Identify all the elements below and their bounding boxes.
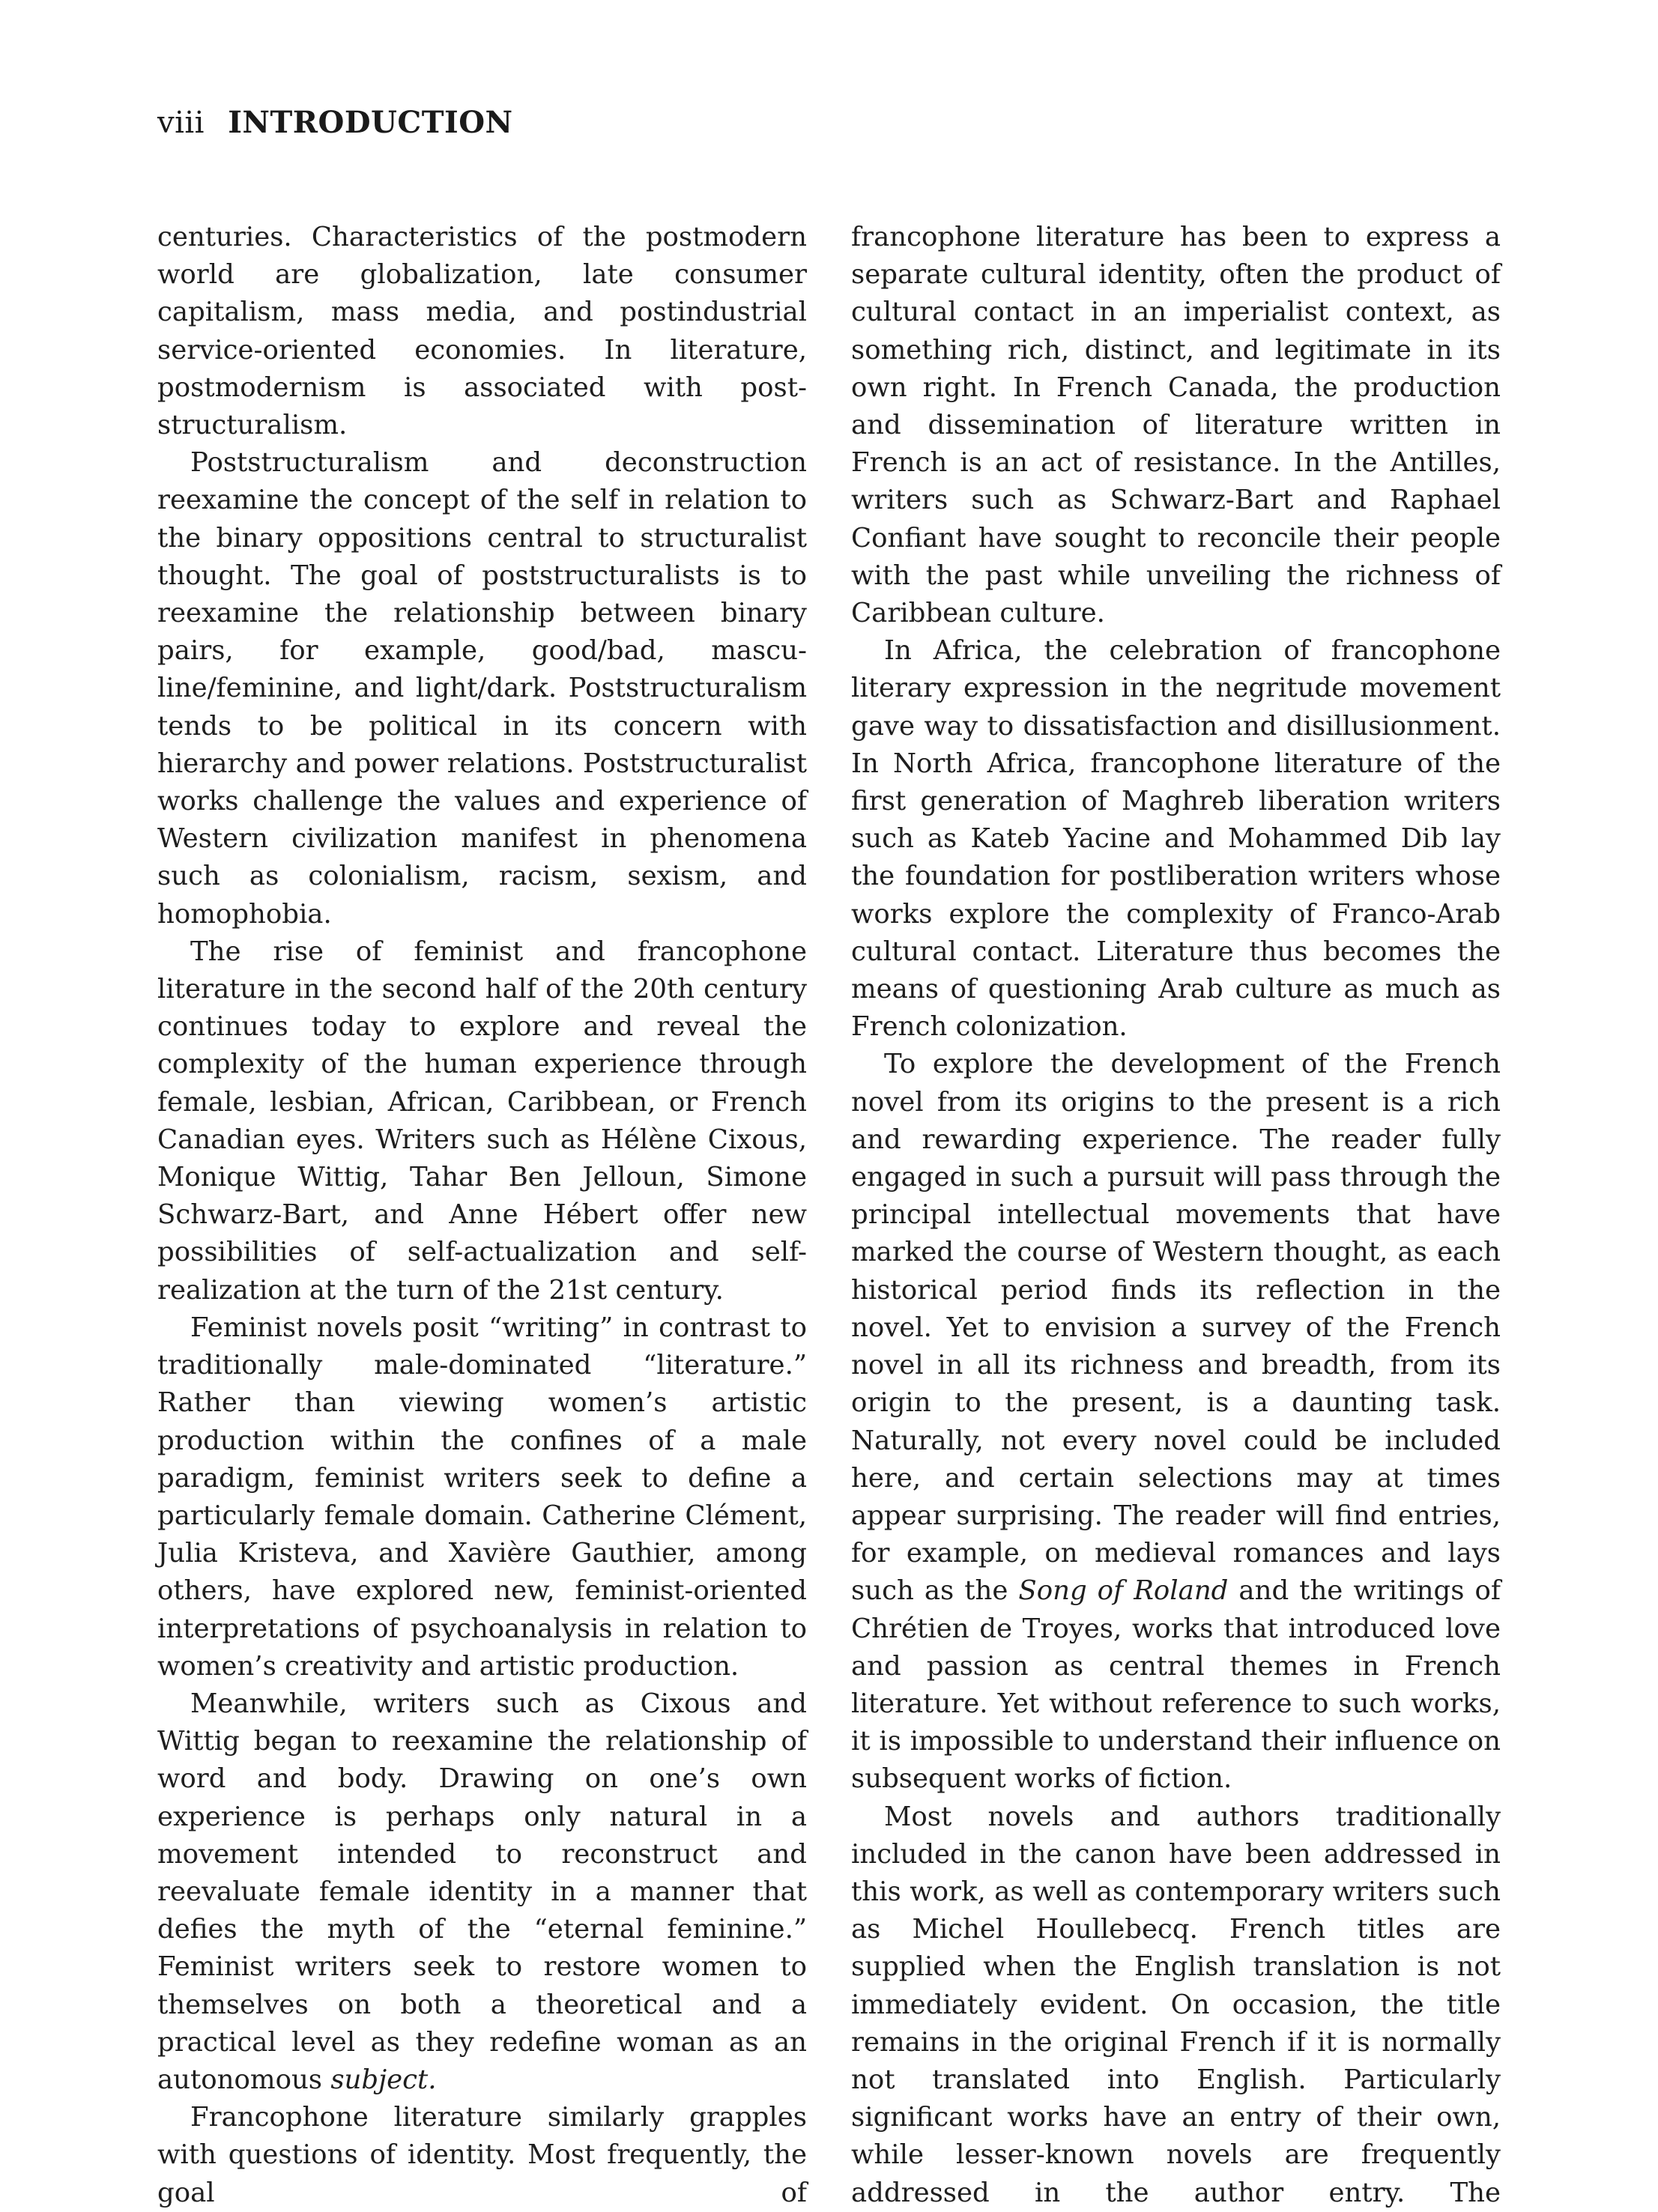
- paragraph: The rise of feminist and francophone literature in the second half of the 20th century continues today to explore and reveal the complexity of the human experience through female, lesbian, African, Caribbean, or French Canadian eyes. Writers such as Hélène Cixous, Monique Wittig, Tahar Ben Jelloun, Simone Schwarz-Bart, and Anne Hébert offer new possibilities of self-actualization and self-realization at the turn of the 21st century.: [157, 936, 807, 1306]
- paragraph: Feminist novels posit “writing” in contrast to traditionally male-dominated “literature.” Rather than viewing women’s artistic production within the confines of a male paradigm, feminist writers seek to define a particularly female domain. Catherine Clément, Julia Kristeva, and Xavière Gauthier, among others, have explored new, feminist-oriented interpretations of psychoanalysis in relation to women’s creativity and artistic production.: [157, 1312, 807, 1682]
- paragraph: centuries. Characteristics of the postmodern world are globalization, late consumer capitalism, mass media, and postindustrial service-oriented economies. In literature, postmodernism is associated with poststructuralism.: [157, 222, 807, 441]
- right-column: [851, 219, 1501, 2212]
- left-column: [157, 219, 807, 2212]
- page-number: viii: [157, 106, 205, 140]
- running-head: [157, 105, 513, 140]
- paragraph: [851, 1046, 1501, 1798]
- paragraph: Poststructuralism and deconstruction reexamine the concept of the self in relation to the binary oppositions central to structuralist thought. The goal of poststructuralists is to reexamine the relationship between binary pairs, for example, good/bad, masculine/feminine, and light/dark. Poststructuralism tends to be political in its concern with hierarchy and power relations. Poststructuralist works challenge the values and experience of Western civilization manifest in phenomena such as colonialism, racism, sexism, and homophobia.: [157, 447, 807, 930]
- paragraph: francophone literature has been to express a separate cultural identity, often the product of cultural contact in an imperialist context, as something rich, distinct, and legitimate in its own right. In French Canada, the production and dissemination of literature written in French is an act of resistance. In the Antilles, writers such as Schwarz-Bart and Raphael Confiant have sought to reconcile their people with the past while unveiling the richness of Caribbean culture.: [851, 222, 1501, 629]
- paragraph: In Africa, the celebration of francophone literary expression in the negritude movement gave way to dissatisfaction and disillusionment. In North Africa, francophone literature of the first generation of Maghreb liberation writers such as Kateb Yacine and Mohammed Dib lay the foundation for postliberation writers whose works explore the complexity of Franco-Arab cultural contact. Literature thus becomes the means of questioning Arab culture as much as French colonization.: [851, 635, 1501, 1043]
- paragraph: Most novels and authors traditionally included in the canon have been addressed in this work, as well as contemporary writers such as Michel Houllebecq. French titles are supplied when the English translation is not immediately evident. On occasion, the title remains in the original French if it is normally not translated into English. Particularly significant works have an entry of their own, while lesser-known novels are frequently addressed in the author entry. The: [851, 1801, 1501, 2208]
- section-title: INTRODUCTION: [228, 105, 513, 140]
- paragraph: Francophone literature similarly grapples with questions of identity. Most frequently, the goal of: [157, 2102, 807, 2208]
- italic-title: Song of Roland: [1018, 1575, 1229, 1607]
- paragraph-text: Meanwhile, writers such as Cixous and Wittig began to reexamine the relationship of word and body. Drawing on one’s own experience is perhaps only natural in a movement intended to reconstruct and reevaluate female identity in a manner that defies the myth of the “eternal feminine.” Feminist writers seek to restore women to themselves on both a theoretical and a practical level as they redefine woman as an autonomous: [157, 1688, 807, 2095]
- paragraph: [157, 1685, 807, 2099]
- paragraph-text: To explore the development of the French novel from its origins to the present is a rich and rewarding experience. The reader fully engaged in such a pursuit will pass through the principal intellectual movements that have marked the course of Western thought, as each historical period finds its reflection in the novel. Yet to envision a survey of the French novel in all its richness and breadth, from its origin to the present, is a daunting task. Naturally, not every novel could be included here, and certain selections may at times appear surprising. The reader will find entries, for example, on medieval romances and lays such as the: [851, 1049, 1501, 1607]
- italic-term: subject.: [330, 2064, 437, 2095]
- paragraph-text: and the writings of Chrétien de Troyes, works that introduced love and passion as central themes in French literature. Yet without reference to such works, it is impossible to understand their influence on subsequent works of fiction.: [851, 1575, 1501, 1795]
